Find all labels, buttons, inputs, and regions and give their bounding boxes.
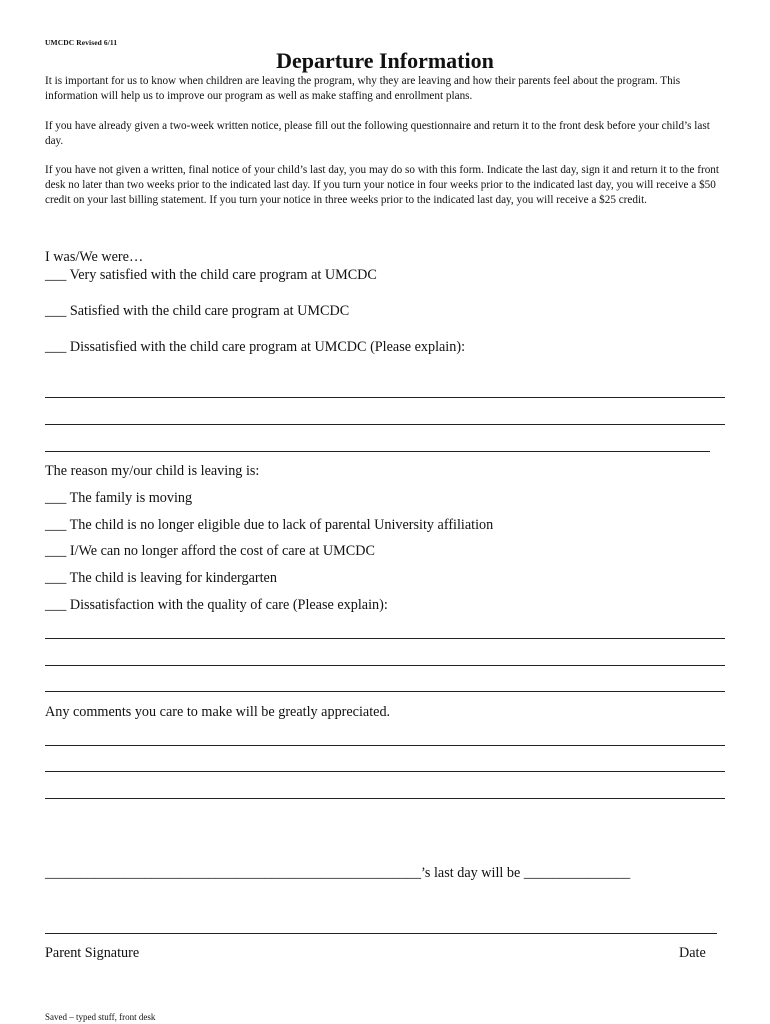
signature-line[interactable]: [45, 933, 717, 934]
comments-line-1[interactable]: [45, 745, 725, 746]
option-very-satisfied[interactable]: ___ Very satisfied with the child care program at UMCDC: [45, 267, 377, 283]
comments-line-3[interactable]: [45, 798, 725, 799]
option-satisfied[interactable]: ___ Satisfied with the child care program at UMCDC: [45, 303, 350, 319]
dissatisfied-explain-line-3[interactable]: [45, 451, 710, 452]
revision-note: UMCDC Revised 6/11: [45, 38, 118, 47]
footer-note: Saved – typed stuff, front desk: [45, 1012, 156, 1022]
option-dissatisfied[interactable]: ___ Dissatisfied with the child care program at UMCDC (Please explain):: [45, 339, 466, 355]
dissatisfied-explain-line-2[interactable]: [45, 424, 725, 425]
satisfaction-heading: I was/We were…: [45, 249, 144, 265]
intro-paragraph-2: If you have already given a two-week written notice, please fill out the following questionnaire and return it to the front desk before your child’s last day.: [45, 120, 710, 147]
page-title: Departure Information: [276, 48, 494, 73]
reason-no-longer-eligible[interactable]: ___ The child is no longer eligible due to lack of parental University affiliation: [45, 517, 494, 533]
intro-paragraph-1: It is important for us to know when children are leaving the program, why they are leaving and how their parents feel about the program. This information will help us to improve our program as well as make staffing and enrollment plans.: [45, 75, 681, 102]
reason-explain-line-3[interactable]: [45, 691, 725, 692]
parent-signature-label: Parent Signature: [45, 945, 140, 961]
dissatisfied-explain-line-1[interactable]: [45, 397, 725, 398]
reason-dissatisfaction[interactable]: ___ Dissatisfaction with the quality of care (Please explain):: [45, 597, 388, 613]
reason-family-moving[interactable]: ___ The family is moving: [45, 490, 193, 506]
comments-heading: Any comments you care to make will be greatly appreciated.: [45, 704, 391, 720]
date-label: Date: [679, 945, 706, 961]
last-day-statement[interactable]: _____________________________________________________’s last day will be _______________: [45, 865, 631, 881]
reason-explain-line-2[interactable]: [45, 665, 725, 666]
intro-paragraph-3: If you have not given a written, final notice of your child’s last day, you may do so with this form. Indicate the last day, sign it and return it to the front desk no later than two weeks prior to the indicated last day. If you turn your notice in four weeks prior to the indicated last day, you will receive a $50 credit on your last billing statement. If you turn your notice in three weeks prior to the indicated last day, you will receive a $25 credit.: [45, 164, 719, 206]
reason-explain-line-1[interactable]: [45, 638, 725, 639]
reason-heading: The reason my/our child is leaving is:: [45, 463, 260, 479]
reason-cannot-afford[interactable]: ___ I/We can no longer afford the cost of care at UMCDC: [45, 543, 375, 559]
reason-kindergarten[interactable]: ___ The child is leaving for kindergarten: [45, 570, 277, 586]
comments-line-2[interactable]: [45, 771, 725, 772]
